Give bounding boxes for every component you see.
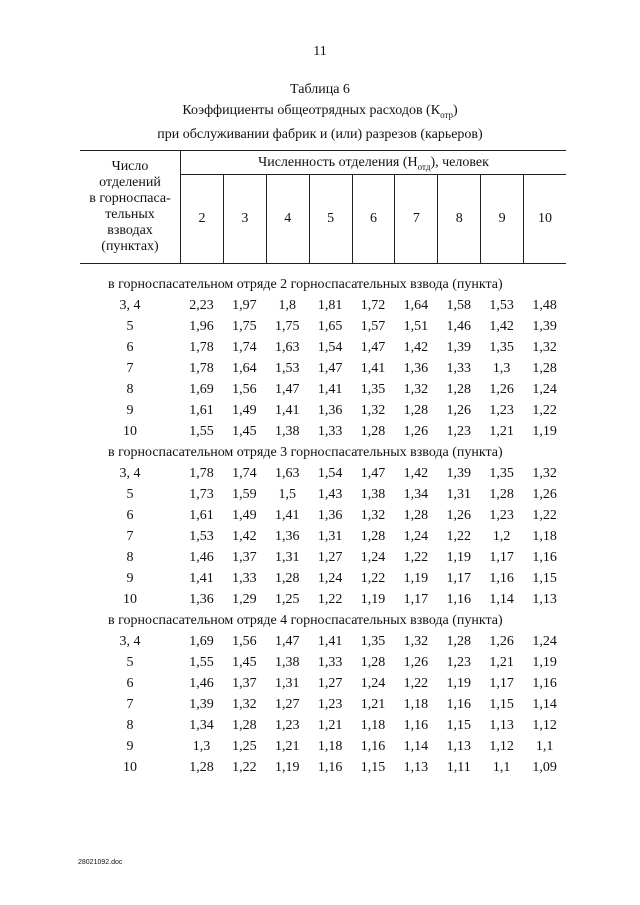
table-cell: 1,39 xyxy=(189,697,214,712)
table-cell: 1,23 xyxy=(489,508,514,523)
table-cell: 1,27 xyxy=(317,550,343,565)
row-header-line: взводах xyxy=(107,223,153,238)
table-cell: 1,28 xyxy=(489,487,514,502)
table-cell: 1,28 xyxy=(403,403,429,418)
table-cell: 1,42 xyxy=(489,319,514,334)
table-cell: 1,74 xyxy=(232,466,257,481)
table-cell: 1,19 xyxy=(446,550,472,565)
table-cell: 1,22 xyxy=(532,403,557,418)
table-cell: 1,28 xyxy=(403,508,429,523)
table-cell: 1,55 xyxy=(189,424,214,439)
row-label: 8 xyxy=(126,718,134,733)
table-cell: 1,56 xyxy=(232,634,257,649)
table-cell: 1,5 xyxy=(278,487,296,502)
table-cell: 1,47 xyxy=(274,382,300,397)
table-row xyxy=(80,694,566,715)
table-row xyxy=(80,547,566,568)
table-cell: 1,96 xyxy=(189,319,214,334)
table-cell: 1,32 xyxy=(532,466,557,481)
table-cell: 1,12 xyxy=(532,718,557,733)
table-cell: 1,78 xyxy=(189,361,214,376)
table-cell: 1,31 xyxy=(317,529,343,544)
table-cell: 1,35 xyxy=(360,634,386,649)
row-label: 9 xyxy=(126,739,134,754)
table-row xyxy=(80,589,566,610)
row-label: 6 xyxy=(126,340,134,355)
table-cell: 1,26 xyxy=(446,403,472,418)
table-cell: 1,26 xyxy=(403,655,429,670)
table-cell: 1,17 xyxy=(489,550,514,565)
table-cell: 1,26 xyxy=(532,487,557,502)
table-cell: 1,35 xyxy=(489,340,514,355)
table-cell: 1,41 xyxy=(189,571,214,586)
table-cell: 1,36 xyxy=(317,508,343,523)
table-cell: 1,22 xyxy=(532,508,557,523)
table-cell: 1,33 xyxy=(446,361,472,376)
table-row xyxy=(80,505,566,526)
row-label: 5 xyxy=(126,319,134,334)
table-cell: 1,43 xyxy=(317,487,343,502)
table-cell: 1,34 xyxy=(189,718,214,733)
table-cell: 1,54 xyxy=(317,340,343,355)
table-cell: 1,78 xyxy=(189,466,214,481)
table-row xyxy=(80,421,566,442)
table-cell: 1,16 xyxy=(403,718,429,733)
row-label: 8 xyxy=(126,382,134,397)
table-row xyxy=(80,757,566,778)
table-cell: 1,38 xyxy=(274,424,300,439)
table-cell: 1,31 xyxy=(274,550,300,565)
table-cell: 1,48 xyxy=(532,298,557,313)
table-cell: 1,33 xyxy=(317,424,343,439)
table-cell: 1,21 xyxy=(489,424,514,439)
table-row xyxy=(80,400,566,421)
table-cell: 1,18 xyxy=(532,529,557,544)
row-label: 7 xyxy=(126,361,134,376)
row-label: 5 xyxy=(126,655,134,670)
table-row xyxy=(80,316,566,337)
row-label: 5 xyxy=(126,487,134,502)
footer-filename: 28021092.doc xyxy=(78,859,123,866)
table-cell: 1,61 xyxy=(189,508,214,523)
table-cell: 1,33 xyxy=(232,571,257,586)
caption-line-1 xyxy=(0,101,640,125)
table-header xyxy=(80,150,566,264)
table-cell: 1,28 xyxy=(360,655,386,670)
table-cell: 1,27 xyxy=(317,676,343,691)
table-cell: 1,28 xyxy=(360,424,386,439)
table-cell: 1,15 xyxy=(489,697,514,712)
table-cell: 1,22 xyxy=(403,676,429,691)
table-cell: 1,24 xyxy=(532,382,557,397)
table-cell: 1,35 xyxy=(360,382,386,397)
section-title: в горноспасательном отряде 2 горноспасательных взвода (пункта) xyxy=(108,277,503,292)
table-cell: 1,46 xyxy=(446,319,472,334)
table-cell: 1,23 xyxy=(274,718,300,733)
table-cell: 1,11 xyxy=(446,760,471,775)
table-cell: 1,26 xyxy=(403,424,429,439)
table-cell: 1,78 xyxy=(189,340,214,355)
table-cell: 1,53 xyxy=(274,361,300,376)
table-cell: 1,47 xyxy=(360,466,386,481)
table-cell: 1,22 xyxy=(403,550,429,565)
table-cell: 1,32 xyxy=(403,382,429,397)
row-label: 10 xyxy=(123,760,137,775)
table-cell: 1,29 xyxy=(232,592,257,607)
table-row xyxy=(80,358,566,379)
table-cell: 1,32 xyxy=(360,508,386,523)
table-cell: 1,46 xyxy=(189,676,214,691)
table-cell: 1,75 xyxy=(274,319,300,334)
column-header: 8 xyxy=(437,174,480,264)
table-cell: 1,28 xyxy=(446,634,472,649)
table-cell: 1,47 xyxy=(274,634,300,649)
table-cell: 1,23 xyxy=(317,697,343,712)
table-cell: 1,17 xyxy=(403,592,429,607)
group-header-text: Численность отделения (Н xyxy=(258,155,418,170)
table-cell: 1,13 xyxy=(446,739,472,754)
table-cell: 1,21 xyxy=(317,718,343,733)
table-cell: 1,69 xyxy=(189,382,214,397)
table-cell: 1,32 xyxy=(532,340,557,355)
table-cell: 1,42 xyxy=(403,340,429,355)
column-group-header xyxy=(180,150,566,175)
table-cell: 1,32 xyxy=(360,403,386,418)
row-header-line: тельных xyxy=(105,207,155,222)
table-cell: 1,35 xyxy=(489,466,514,481)
table-cell: 1,63 xyxy=(274,466,300,481)
page-number: 11 xyxy=(313,44,327,59)
table-cell: 1,39 xyxy=(532,319,557,334)
table-cell: 1,32 xyxy=(403,634,429,649)
row-label: 6 xyxy=(126,676,134,691)
table-row xyxy=(80,337,566,358)
table-body xyxy=(80,274,566,778)
table-cell: 1,32 xyxy=(232,697,257,712)
table-cell: 1,36 xyxy=(403,361,429,376)
table-row xyxy=(80,715,566,736)
table-cell: 1,19 xyxy=(532,655,557,670)
table-row xyxy=(80,484,566,505)
table-cell: 1,42 xyxy=(403,466,429,481)
table-cell: 1,3 xyxy=(492,361,511,376)
table-cell: 1,41 xyxy=(360,361,386,376)
table-cell: 1,24 xyxy=(532,634,557,649)
table-cell: 1,54 xyxy=(317,466,343,481)
table-cell: 1,55 xyxy=(189,655,214,670)
caption-text: Коэффициенты общеотрядных расходов (К xyxy=(182,103,441,118)
table-cell: 1,37 xyxy=(232,550,257,565)
row-label: 7 xyxy=(126,697,134,712)
table-cell: 1,65 xyxy=(317,319,343,334)
column-header: 7 xyxy=(394,174,437,264)
table-cell: 1,16 xyxy=(446,592,472,607)
table-cell: 1,28 xyxy=(532,361,557,376)
row-label: 3, 4 xyxy=(119,466,141,481)
table-cell: 1,8 xyxy=(278,298,296,313)
table-row xyxy=(80,736,566,757)
table-cell: 1,81 xyxy=(317,298,343,313)
table-cell: 1,23 xyxy=(446,655,472,670)
table-cell: 1,74 xyxy=(232,340,257,355)
table-cell: 1,42 xyxy=(232,529,257,544)
table-cell: 1,24 xyxy=(360,550,386,565)
row-label: 7 xyxy=(126,529,134,544)
table-cell: 1,63 xyxy=(274,340,300,355)
table-cell: 1,24 xyxy=(317,571,343,586)
table-cell: 1,25 xyxy=(274,592,300,607)
table-cell: 1,18 xyxy=(360,718,386,733)
table-cell: 1,16 xyxy=(446,697,472,712)
table-cell: 1,69 xyxy=(189,634,214,649)
table-cell: 1,56 xyxy=(232,382,257,397)
table-cell: 1,39 xyxy=(446,466,472,481)
row-header-line: (пунктах) xyxy=(101,239,159,254)
caption-text-end: ) xyxy=(453,103,458,118)
table-row xyxy=(80,295,566,316)
table-cell: 1,19 xyxy=(274,760,300,775)
table-cell: 1,75 xyxy=(232,319,257,334)
section-title: в горноспасательном отряде 3 горноспасательных взвода (пункта) xyxy=(108,445,503,460)
table-cell: 1,16 xyxy=(489,571,514,586)
table-cell: 1,37 xyxy=(232,676,257,691)
table-cell: 1,14 xyxy=(489,592,514,607)
column-header: 10 xyxy=(523,174,566,264)
table-cell: 1,64 xyxy=(403,298,429,313)
table-cell: 1,47 xyxy=(360,340,386,355)
row-header-line: отделений xyxy=(99,175,161,190)
table-cell: 1,22 xyxy=(317,592,343,607)
table-cell: 1,24 xyxy=(360,676,386,691)
table-cell: 1,58 xyxy=(446,298,472,313)
table-cell: 1,49 xyxy=(232,508,257,523)
row-header-line: в горноспаса- xyxy=(89,191,171,206)
table-cell: 1,15 xyxy=(360,760,386,775)
section-title: в горноспасательном отряде 4 горноспасательных взвода (пункта) xyxy=(108,613,503,628)
table-cell: 1,41 xyxy=(317,382,343,397)
table-cell: 1,1 xyxy=(492,760,511,775)
table-cell: 1,64 xyxy=(232,361,257,376)
table-row xyxy=(80,673,566,694)
table-cell: 1,28 xyxy=(446,382,472,397)
table-cell: 1,16 xyxy=(317,760,343,775)
table-cell: 1,16 xyxy=(360,739,386,754)
table-cell: 1,53 xyxy=(489,298,514,313)
table-cell: 1,17 xyxy=(446,571,472,586)
table-cell: 1,31 xyxy=(274,676,300,691)
table-row xyxy=(80,568,566,589)
table-cell: 1,16 xyxy=(532,550,557,565)
table-cell: 1,22 xyxy=(360,571,386,586)
table-cell: 1,39 xyxy=(446,340,472,355)
row-header-cell xyxy=(80,150,180,264)
caption-line-2: при обслуживании фабрик и (или) разрезов (карьеров) xyxy=(157,126,483,142)
table-cell: 1,15 xyxy=(532,571,557,586)
row-header-line: Число xyxy=(111,159,149,174)
row-label: 8 xyxy=(126,550,134,565)
table-cell: 1,38 xyxy=(360,487,386,502)
table-cell: 1,41 xyxy=(317,634,343,649)
table-cell: 1,41 xyxy=(274,508,300,523)
table-cell: 1,36 xyxy=(317,403,343,418)
table-cell: 2,23 xyxy=(189,298,214,313)
table-cell: 1,47 xyxy=(317,361,343,376)
table-cell: 1,15 xyxy=(446,718,472,733)
table-cell: 1,2 xyxy=(492,529,511,544)
table-cell: 1,49 xyxy=(232,403,257,418)
table-cell: 1,72 xyxy=(360,298,386,313)
table-cell: 1,45 xyxy=(232,424,257,439)
table-cell: 1,28 xyxy=(360,529,386,544)
table-cell: 1,18 xyxy=(403,697,429,712)
table-cell: 1,59 xyxy=(232,487,257,502)
table-cell: 1,61 xyxy=(189,403,214,418)
column-header: 4 xyxy=(266,174,309,264)
table-cell: 1,13 xyxy=(489,718,514,733)
table-cell: 1,41 xyxy=(274,403,300,418)
table-cell: 1,26 xyxy=(446,508,472,523)
table-cell: 1,21 xyxy=(274,739,300,754)
table-cell: 1,34 xyxy=(403,487,429,502)
table-cell: 1,22 xyxy=(446,529,472,544)
group-header-text-end: ), человек xyxy=(430,155,489,170)
table-cell: 1,73 xyxy=(189,487,214,502)
table-cell: 1,14 xyxy=(403,739,429,754)
table-label: Таблица 6 xyxy=(290,82,350,97)
table-cell: 1,57 xyxy=(360,319,386,334)
table-cell: 1,38 xyxy=(274,655,300,670)
table-cell: 1,25 xyxy=(232,739,257,754)
table-row xyxy=(80,463,566,484)
table-cell: 1,23 xyxy=(489,403,514,418)
table-row xyxy=(80,526,566,547)
table-cell: 1,12 xyxy=(489,739,514,754)
column-header: 3 xyxy=(223,174,266,264)
row-label: 6 xyxy=(126,508,134,523)
caption-subscript: отр xyxy=(440,109,453,120)
table-cell: 1,97 xyxy=(232,298,257,313)
table-cell: 1,26 xyxy=(489,634,514,649)
table-cell: 1,13 xyxy=(532,592,557,607)
column-header: 5 xyxy=(309,174,352,264)
table-cell: 1,23 xyxy=(446,424,472,439)
table-cell: 1,13 xyxy=(403,760,429,775)
group-header-subscript: отд xyxy=(417,161,431,172)
table-cell: 1,31 xyxy=(446,487,472,502)
table-cell: 1,22 xyxy=(232,760,257,775)
row-label: 9 xyxy=(126,571,134,586)
row-label: 10 xyxy=(123,592,137,607)
table-cell: 1,16 xyxy=(532,676,557,691)
table-cell: 1,19 xyxy=(403,571,429,586)
table-cell: 1,51 xyxy=(403,319,429,334)
table-cell: 1,09 xyxy=(532,760,557,775)
row-label: 3, 4 xyxy=(119,298,141,313)
table-caption xyxy=(0,101,640,144)
table-cell: 1,19 xyxy=(446,676,472,691)
row-label: 10 xyxy=(123,424,137,439)
table-cell: 1,26 xyxy=(489,382,514,397)
table-cell: 1,19 xyxy=(360,592,386,607)
column-header: 2 xyxy=(180,174,223,264)
table-cell: 1,36 xyxy=(189,592,214,607)
table-cell: 1,46 xyxy=(189,550,214,565)
table-cell: 1,36 xyxy=(274,529,300,544)
table-cell: 1,14 xyxy=(532,697,557,712)
table-cell: 1,21 xyxy=(360,697,386,712)
row-label: 3, 4 xyxy=(119,634,141,649)
table-row xyxy=(80,631,566,652)
column-header: 6 xyxy=(352,174,395,264)
column-header: 9 xyxy=(480,174,523,264)
table-cell: 1,17 xyxy=(489,676,514,691)
table-cell: 1,21 xyxy=(489,655,514,670)
table-row xyxy=(80,379,566,400)
table-cell: 1,24 xyxy=(403,529,429,544)
table-row xyxy=(80,652,566,673)
row-label: 9 xyxy=(126,403,134,418)
table-cell: 1,18 xyxy=(317,739,343,754)
table-cell: 1,28 xyxy=(189,760,214,775)
table-cell: 1,33 xyxy=(317,655,343,670)
table-cell: 1,45 xyxy=(232,655,257,670)
table-cell: 1,28 xyxy=(274,571,300,586)
table-cell: 1,19 xyxy=(532,424,557,439)
table-cell: 1,53 xyxy=(189,529,214,544)
table-cell: 1,1 xyxy=(535,739,554,754)
table-cell: 1,28 xyxy=(232,718,257,733)
table-cell: 1,3 xyxy=(192,739,211,754)
table-cell: 1,27 xyxy=(274,697,300,712)
